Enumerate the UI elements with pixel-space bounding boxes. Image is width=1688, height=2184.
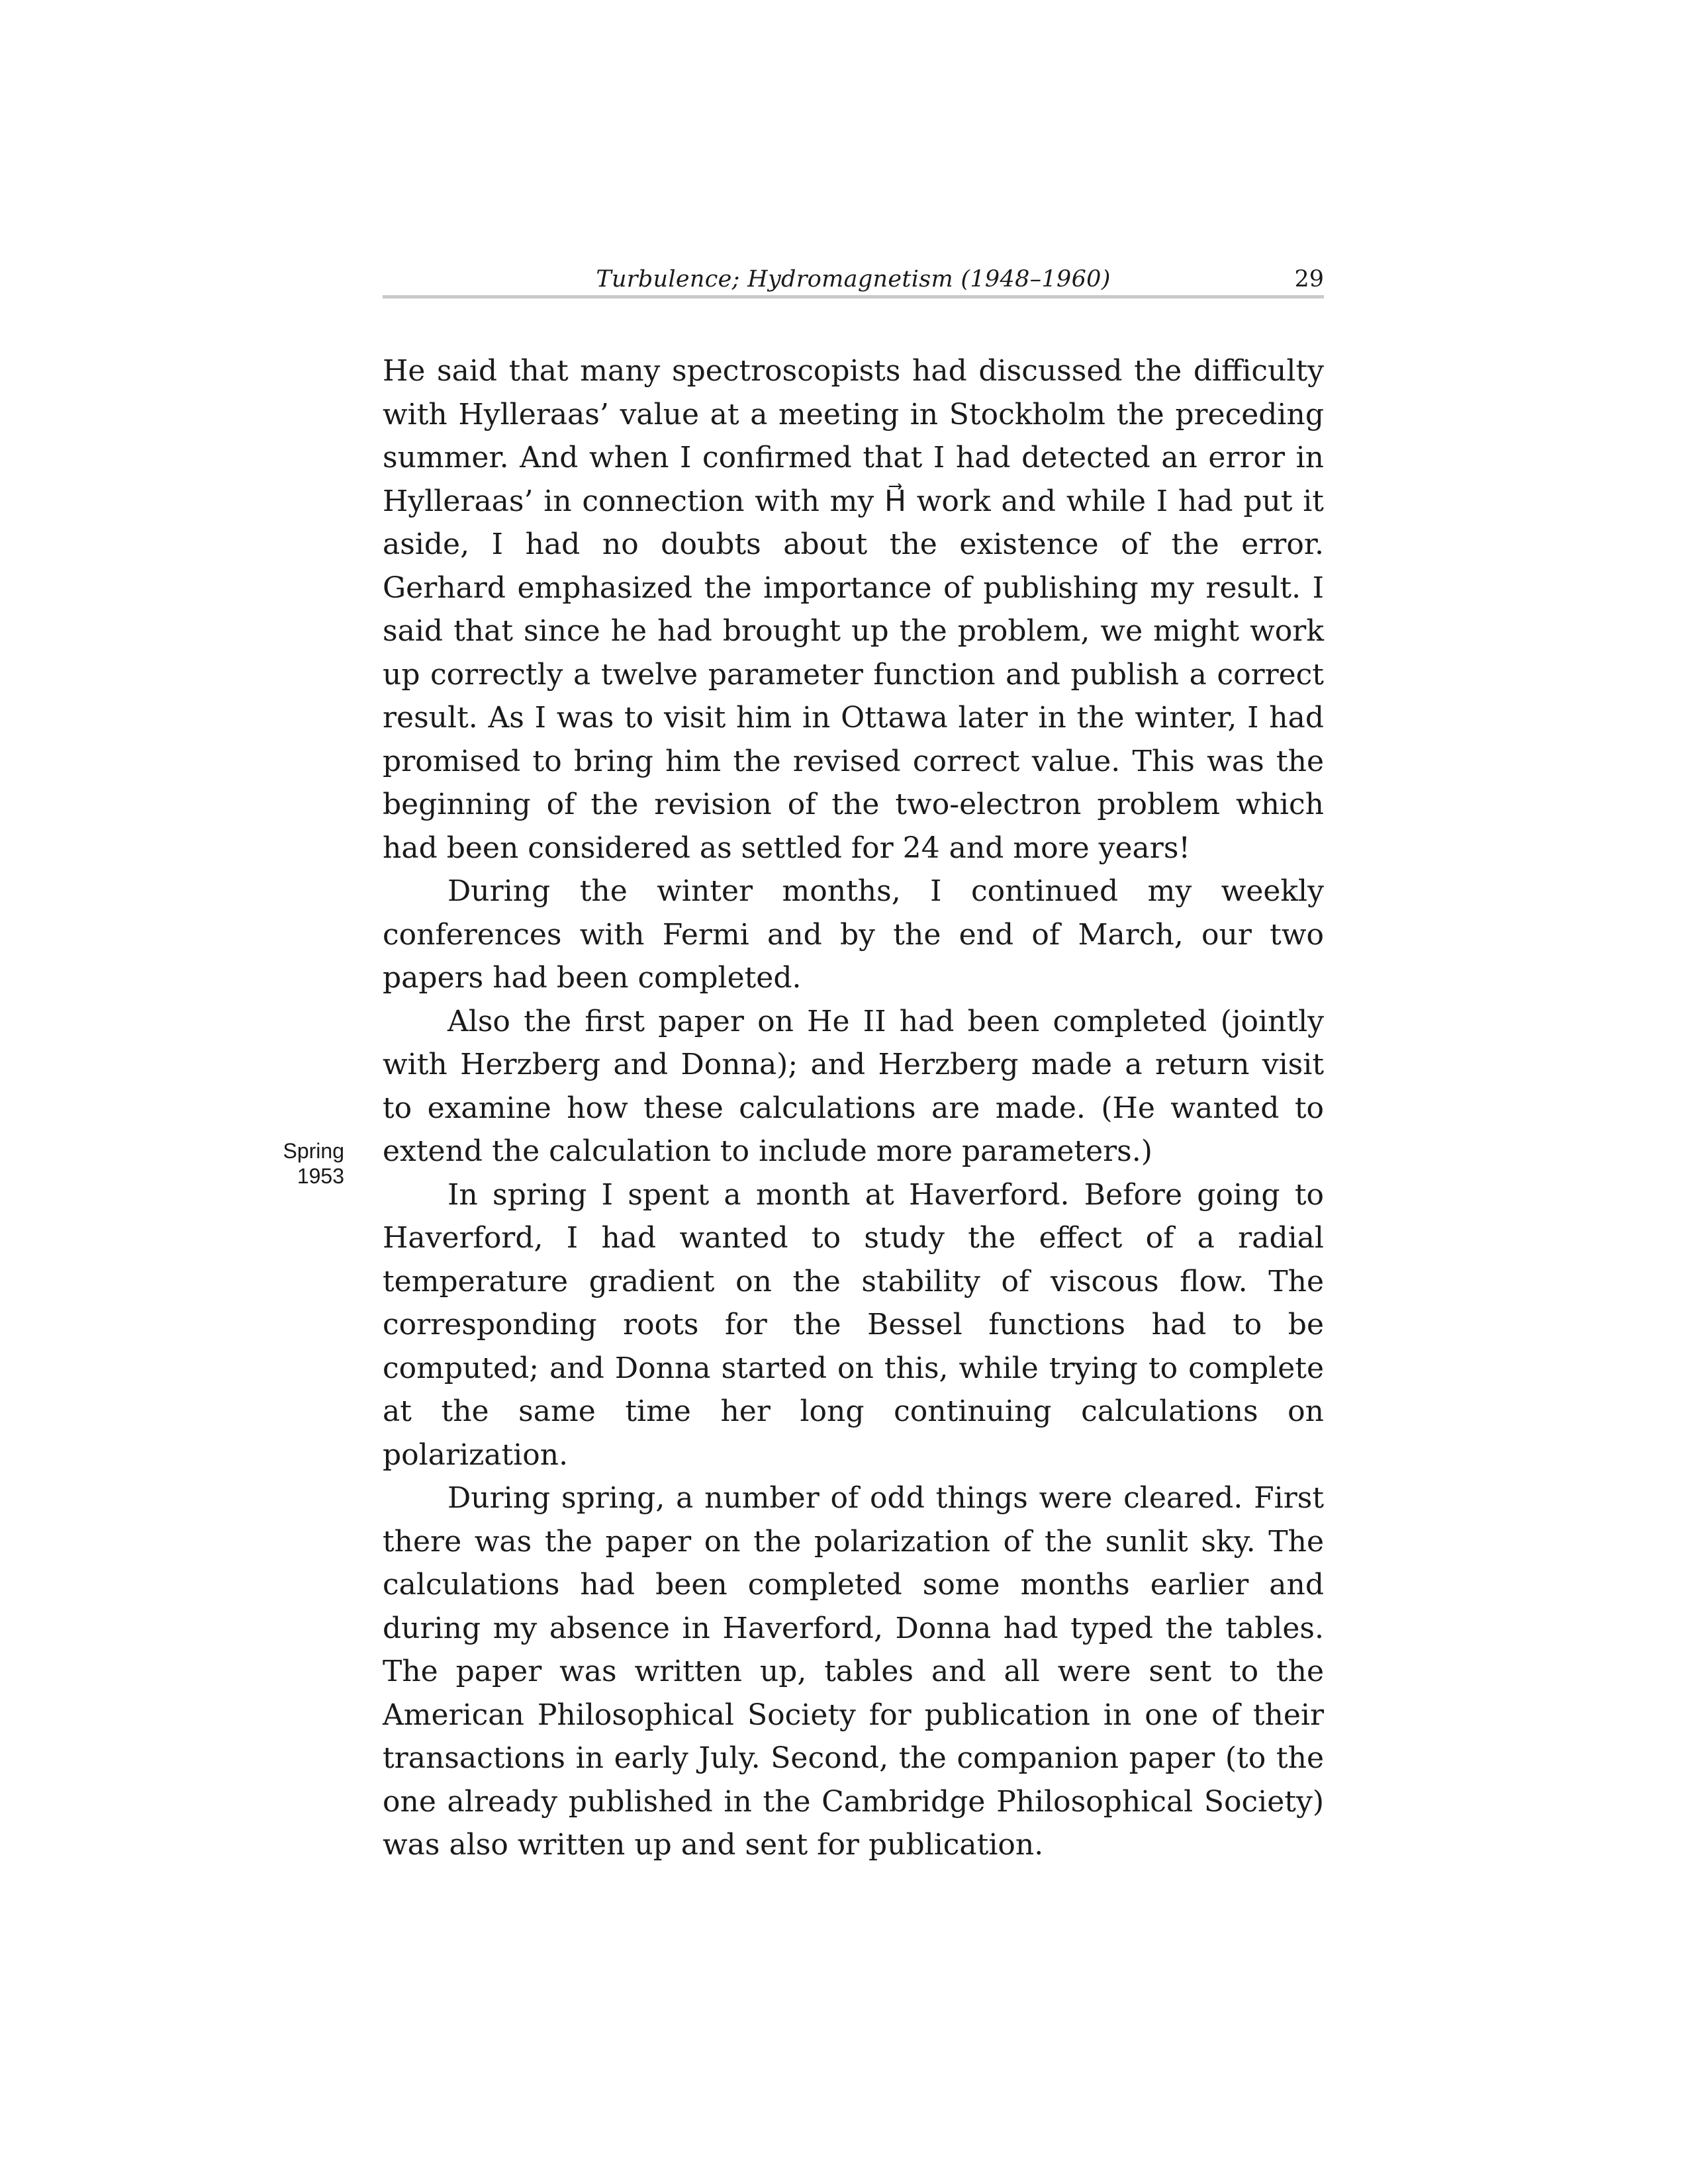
paragraph-1: He said that many spectroscopists had discussed the difficulty with Hylleraas’ value at a meeting in Stockholm the preceding summer. And when I confirmed that I had detected an error in Hylleraas’ in connection with my H⃗ work and while I had put it aside, I had no doubts about the existence of the error. Gerhard emphasized the importance of publishing my result. I said that since he had brought up the problem, we might work up correctly a twelve parameter function and publish a correct result. As I was to visit him in Ottawa later in the winter, I had promised to bring him the revised correct value. This was the beginning of the revision of the two-electron problem which had been considered as settled for 24 and more years! xyxy=(383,354,1324,865)
page-number: 29 xyxy=(1294,266,1324,293)
paragraph-4: In spring I spent a month at Haverford. Before going to Haverford, I had wanted to study the effect of a radial temperature gradient on the stability of viscous flow. The corresponding roots for the Bessel functions had to be computed; and Donna started on this, while trying to complete at the same time her long continuing calculations on polarization. xyxy=(383,1177,1324,1472)
body-text xyxy=(383,349,1324,1867)
paragraph-5: During spring, a number of odd things were cleared. First there was the paper on the polarization of the sunlit sky. The calculations had been completed some months earlier and during my absence in Haverford, Donna had typed the tables. The paper was written up, tables and all were sent to the American Philosophical Society for publication in one of their transactions in early July. Second, the companion paper (to the one already published in the Cambridge Philosophical Society) was also written up and sent for publication. xyxy=(383,1481,1324,1862)
margin-note-season: Spring xyxy=(283,1139,344,1163)
running-head xyxy=(383,263,1324,298)
paragraph-2: During the winter months, I continued my weekly conferences with Fermi and by the end of March, our two papers had been completed. xyxy=(383,874,1324,995)
margin-note-year: 1953 xyxy=(297,1164,344,1188)
running-title: Turbulence; Hydromagnetism (1948–1960) xyxy=(596,266,1111,293)
paragraph-3: Also the first paper on He II had been completed (jointly with Herzberg and Donna); and Herzberg made a return visit to examine how these calculations are made. (He wanted to extend the calculation to include more parameters.) xyxy=(383,1004,1324,1168)
margin-note-date xyxy=(278,1138,344,1189)
